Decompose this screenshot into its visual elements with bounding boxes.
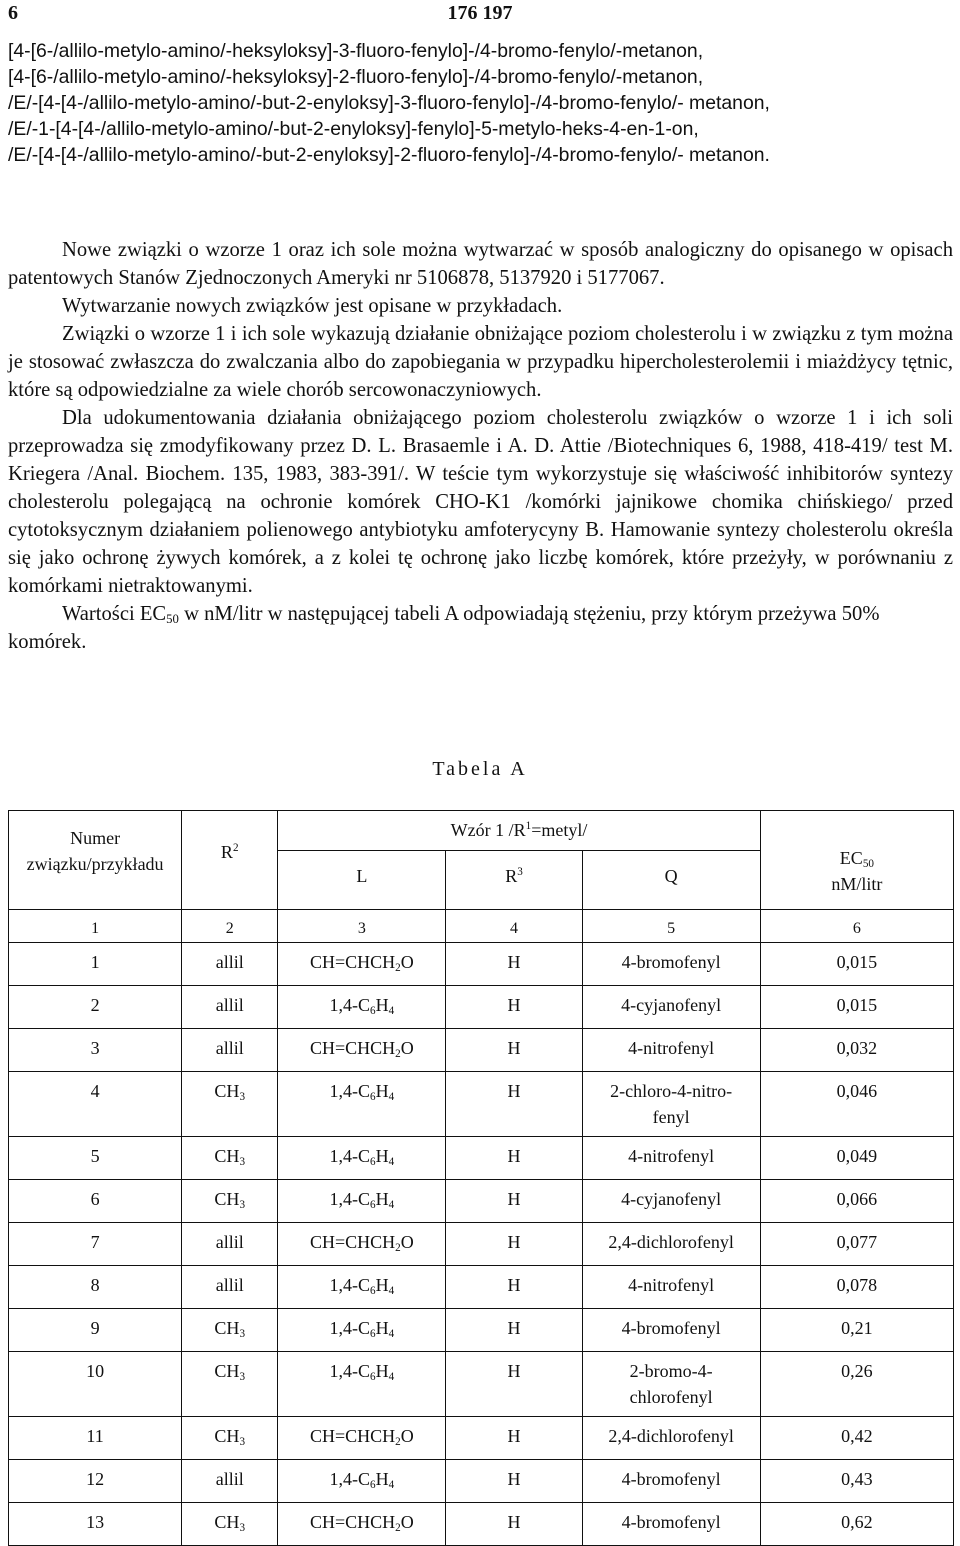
cell-number: 8 — [9, 1266, 182, 1309]
cell-Q-line2: chlorofenyl — [629, 1387, 713, 1407]
cell-r2-text: allil — [215, 1232, 244, 1252]
cell-L: $1,4-C_6H_4$ — [278, 986, 446, 1029]
cell-r3: H — [446, 1503, 582, 1546]
cell-r2-subscript: 3 — [239, 1327, 246, 1340]
cell-number: 9 — [9, 1309, 182, 1352]
cell-Q-line1: 4-bromofenyl — [621, 1318, 721, 1338]
header-numer — [9, 811, 182, 910]
table-row — [9, 1460, 954, 1503]
column-number: 1 — [9, 910, 182, 943]
cell-Q-line1: 4-bromofenyl — [621, 1469, 721, 1489]
table-row — [9, 1072, 954, 1137]
header-r3-base: R — [505, 865, 518, 886]
table-row — [9, 1137, 954, 1180]
cell-Q — [582, 1029, 760, 1072]
cell-Q — [582, 1352, 760, 1417]
compound-list — [8, 38, 953, 168]
cell-r2 — [182, 1417, 278, 1460]
page-header — [0, 2, 960, 32]
column-number: 4 — [446, 910, 582, 943]
cell-Q-line1: 4-bromofenyl — [621, 952, 721, 972]
cell-Q-line1: 4-cyjanofenyl — [621, 1189, 722, 1209]
cell-Q — [582, 1180, 760, 1223]
cell-r2 — [182, 1180, 278, 1223]
cell-L: $1,4-C_6H_4$ — [278, 1072, 446, 1137]
ec-text-rest: w nM/litr w następującej tabeli A odpowiadają stężeniu, przy którym przeżywa 50% komórek. — [8, 603, 880, 653]
cell-r3: H — [446, 1309, 582, 1352]
cell-Q-line1: 4-cyjanofenyl — [621, 995, 722, 1015]
paragraph: Wytwarzanie nowych związków jest opisane w przykładach. — [62, 295, 563, 317]
cell-r2-subscript: 3 — [239, 1435, 246, 1448]
cell-ec50: 0,43 — [760, 1460, 953, 1503]
cell-r2-subscript: 3 — [239, 1198, 246, 1211]
cell-r2-subscript: 3 — [239, 1155, 246, 1168]
table-body — [9, 943, 954, 1546]
cell-r3: H — [446, 1223, 582, 1266]
table-row — [9, 1503, 954, 1546]
header-r3-sup: 3 — [517, 865, 523, 878]
cell-L: $1,4-C_6H_4$ — [278, 1352, 446, 1417]
cell-number: 13 — [9, 1503, 182, 1546]
ec-subscript: 50 — [166, 612, 179, 627]
cell-Q — [582, 943, 760, 986]
cell-number: 2 — [9, 986, 182, 1029]
cell-Q — [582, 1417, 760, 1460]
document-number: 176 197 — [447, 2, 513, 24]
body-text — [8, 236, 953, 656]
cell-Q-line1: 4-nitrofenyl — [628, 1038, 715, 1058]
cell-Q-line1: 2,4-dichlorofenyl — [608, 1426, 734, 1446]
column-number: 5 — [582, 910, 760, 943]
header-r2-base: R — [220, 842, 233, 862]
cell-r3: H — [446, 1352, 582, 1417]
cell-r2 — [182, 1460, 278, 1503]
cell-L: $1,4-C_6H_4$ — [278, 1460, 446, 1503]
cell-r2-text: CH — [214, 1512, 240, 1532]
cell-r2 — [182, 1309, 278, 1352]
page-number: 6 — [8, 2, 18, 24]
cell-Q-line1: 2-bromo-4- — [629, 1361, 713, 1381]
cell-r2 — [182, 1266, 278, 1309]
cell-Q — [582, 1309, 760, 1352]
cell-Q — [582, 986, 760, 1029]
cell-number: 5 — [9, 1137, 182, 1180]
header-r2 — [182, 811, 278, 910]
cell-L: $CH=CHCH_2O$ — [278, 943, 446, 986]
column-number: 6 — [760, 910, 953, 943]
cell-r3: H — [446, 943, 582, 986]
cell-Q — [582, 1072, 760, 1137]
cell-L: $1,4-C_6H_4$ — [278, 1266, 446, 1309]
table-row — [9, 1266, 954, 1309]
cell-number: 7 — [9, 1223, 182, 1266]
cell-L: $CH=CHCH_2O$ — [278, 1029, 446, 1072]
column-number: 2 — [182, 910, 278, 943]
cell-Q — [582, 1137, 760, 1180]
ec-text: Wartości EC — [62, 603, 167, 625]
cell-L: $1,4-C_6H_4$ — [278, 1137, 446, 1180]
paragraph: Dla udokumentowania działania obniżającego poziom cholesterolu związków o wzorze 1 i ich soli przeprowadza się zmodyfikowany przez D. L. Brasaemle i A. D. Attie /Biotechniques 6, 1988, 418-419/ test M. Kriegera /Anal. Biochem. 135, 1983, 383-391/. W teście tym wykorzystuje się właściwość inhibitorów syntezy cholesterolu polegającą na ochronie komórek CHO-K1 /komórki jajnikowe chomika chińskiego/ przed cytotoksycznym działaniem polienowego antybiotyku amfoterycyny B. Hamowanie syntezy cholesterolu określa się jako ochronę żywych komórek, a z kolei tę ochronę jako liczbę komórek, które przeżyły, w porównaniu z komórkami nietraktowanymi. — [8, 407, 953, 597]
cell-r3: H — [446, 1072, 582, 1137]
cell-r2-text: allil — [215, 1038, 244, 1058]
cell-r2-subscript: 3 — [239, 1090, 246, 1103]
cell-r2 — [182, 1072, 278, 1137]
cell-number: 1 — [9, 943, 182, 986]
compound-item: [4-[6-/allilo-metylo-amino/-heksyloksy]-3-fluoro-fenylo]-/4-bromo-fenylo/-metanon, — [8, 40, 704, 62]
cell-r2 — [182, 1503, 278, 1546]
cell-r2-text: CH — [214, 1426, 240, 1446]
cell-r2-text: CH — [214, 1189, 240, 1209]
cell-r2-text: allil — [215, 995, 244, 1015]
cell-L: $1,4-C_6H_4$ — [278, 1309, 446, 1352]
cell-r2-subscript: 3 — [239, 1370, 246, 1383]
cell-r2-text: CH — [214, 1146, 240, 1166]
compound-item: /E/-[4-[4-/allilo-metylo-amino/-but-2-enyloksy]-3-fluoro-fenylo]-/4-bromo-fenylo/- metanon, — [8, 92, 770, 114]
header-wzor-sup: 1 — [525, 819, 532, 832]
table-row — [9, 1223, 954, 1266]
compound-item: /E/-[4-[4-/allilo-metylo-amino/-but-2-enyloksy]-2-fluoro-fenylo]-/4-bromo-fenylo/- metanon. — [8, 144, 770, 166]
column-number: 3 — [278, 910, 446, 943]
header-ec50 — [760, 811, 953, 910]
header-L: L — [278, 850, 446, 909]
cell-ec50: 0,015 — [760, 986, 953, 1029]
table-row — [9, 1029, 954, 1072]
cell-r2-text: CH — [214, 1361, 240, 1381]
paragraph: Związki o wzorze 1 i ich sole wykazują działanie obniżające poziom cholesterolu i w związku z tym można je stosować zwłaszcza do zwalczania albo do zapobiegania w przypadku hipercholesterolemii i miażdżycy tętnic, które są odpowiedzialne za wiele chorób sercowonaczyniowych. — [8, 323, 953, 401]
table-row — [9, 1352, 954, 1417]
header-wzor — [278, 811, 761, 851]
header-numer-line1: Numer — [70, 828, 121, 848]
table-row — [9, 943, 954, 986]
cell-Q — [582, 1503, 760, 1546]
cell-L: $1,4-C_6H_4$ — [278, 1180, 446, 1223]
cell-Q — [582, 1223, 760, 1266]
data-table — [8, 810, 954, 1546]
compound-item: [4-[6-/allilo-metylo-amino/-heksyloksy]-2-fluoro-fenylo]-/4-bromo-fenylo/-metanon, — [8, 66, 704, 88]
cell-r3: H — [446, 1266, 582, 1309]
cell-Q-line1: 2,4-dichlorofenyl — [608, 1232, 734, 1252]
cell-r2-text: CH — [214, 1081, 240, 1101]
cell-ec50: 0,62 — [760, 1503, 953, 1546]
cell-ec50: 0,015 — [760, 943, 953, 986]
cell-Q-line1: 4-bromofenyl — [621, 1512, 721, 1532]
header-wzor-before: Wzór 1 /R — [450, 820, 526, 840]
cell-r2-subscript: 3 — [239, 1521, 246, 1534]
cell-number: 12 — [9, 1460, 182, 1503]
cell-ec50: 0,26 — [760, 1352, 953, 1417]
cell-ec50: 0,077 — [760, 1223, 953, 1266]
cell-r3: H — [446, 1460, 582, 1503]
cell-L: $CH=CHCH_2O$ — [278, 1223, 446, 1266]
header-wzor-after: =metyl/ — [531, 820, 588, 840]
header-ec-base: EC — [839, 848, 863, 868]
cell-r3: H — [446, 1029, 582, 1072]
compound-item: /E/-1-[4-[4-/allilo-metylo-amino/-but-2-enyloksy]-fenylo]-5-metylo-heks-4-en-1-on, — [8, 118, 699, 140]
cell-r2-text: allil — [215, 1275, 244, 1295]
cell-r2-text: allil — [215, 1469, 244, 1489]
table-row — [9, 986, 954, 1029]
cell-r2 — [182, 1029, 278, 1072]
cell-Q — [582, 1460, 760, 1503]
cell-ec50: 0,078 — [760, 1266, 953, 1309]
cell-ec50: 0,21 — [760, 1309, 953, 1352]
header-r2-sup: 2 — [232, 841, 239, 854]
cell-Q-line1: 4-nitrofenyl — [628, 1146, 715, 1166]
header-numer-line2: związku/przykładu — [26, 854, 164, 874]
cell-ec50: 0,046 — [760, 1072, 953, 1137]
column-number-row — [9, 910, 954, 943]
cell-r2-text: CH — [214, 1318, 240, 1338]
cell-number: 6 — [9, 1180, 182, 1223]
cell-r2 — [182, 1137, 278, 1180]
cell-number: 10 — [9, 1352, 182, 1417]
cell-Q-line2: fenyl — [652, 1107, 690, 1127]
table-header-row — [9, 811, 954, 851]
cell-Q — [582, 1266, 760, 1309]
cell-number: 11 — [9, 1417, 182, 1460]
cell-r3: H — [446, 1417, 582, 1460]
cell-ec50: 0,032 — [760, 1029, 953, 1072]
cell-number: 3 — [9, 1029, 182, 1072]
cell-r2 — [182, 1223, 278, 1266]
cell-r3: H — [446, 1137, 582, 1180]
cell-Q-line1: 2-chloro-4-nitro- — [610, 1081, 733, 1101]
cell-ec50: 0,066 — [760, 1180, 953, 1223]
cell-r3: H — [446, 986, 582, 1029]
cell-number: 4 — [9, 1072, 182, 1137]
cell-ec50: 0,42 — [760, 1417, 953, 1460]
cell-r2 — [182, 1352, 278, 1417]
paragraph-ec50 — [8, 600, 953, 656]
cell-r2 — [182, 943, 278, 986]
paragraph: Nowe związki o wzorze 1 oraz ich sole można wytwarzać w sposób analogiczny do opisanego w opisach patentowych Stanów Zjednoczonych Ameryki nr 5106878, 5137920 i 5177067. — [8, 239, 953, 289]
table-row — [9, 1180, 954, 1223]
table-title: Tabela A — [432, 758, 528, 780]
cell-r2-text: allil — [215, 952, 244, 972]
header-ec-sub: 50 — [862, 857, 874, 870]
cell-L: $CH=CHCH_2O$ — [278, 1503, 446, 1546]
cell-r2 — [182, 986, 278, 1029]
cell-Q-line1: 4-nitrofenyl — [628, 1275, 715, 1295]
table-row — [9, 1417, 954, 1460]
header-Q: Q — [582, 850, 760, 909]
header-ec50-unit: nM/litr — [831, 874, 883, 894]
cell-ec50: 0,049 — [760, 1137, 953, 1180]
table-row — [9, 1309, 954, 1352]
cell-L: $CH=CHCH_2O$ — [278, 1417, 446, 1460]
header-r3 — [446, 850, 582, 909]
cell-r3: H — [446, 1180, 582, 1223]
header-ec50-label — [765, 845, 949, 871]
